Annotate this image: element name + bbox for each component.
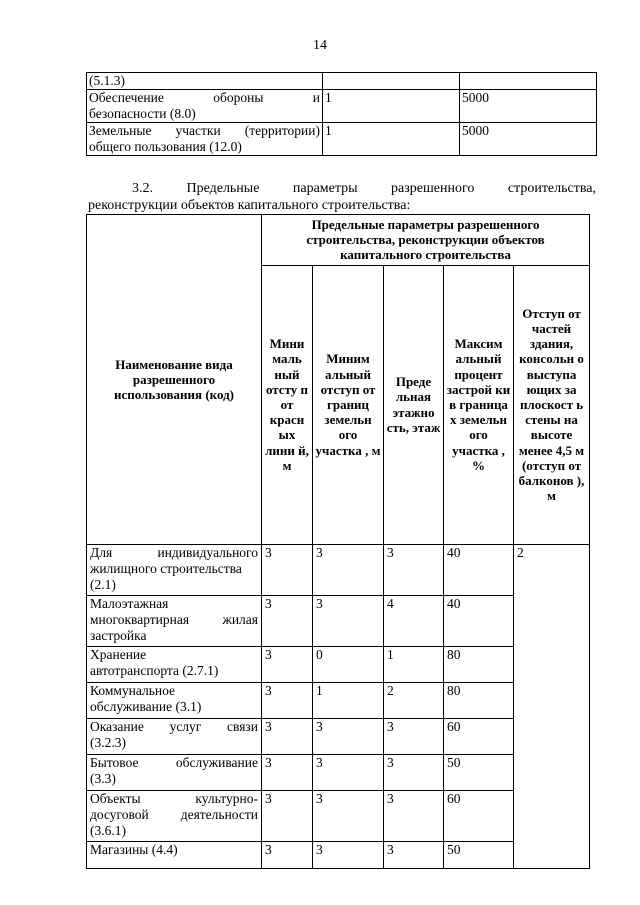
- header-group: Предельные параметры разрешенного строительства, реконструкции объектов капитального строительства: [262, 215, 590, 266]
- cell-line: обслуживание (3.1): [90, 698, 202, 714]
- header-column: Преде льная этажно сть, этаж: [384, 265, 444, 544]
- table-header-row: [87, 215, 590, 266]
- cell-line: общего пользования (12.0): [89, 139, 242, 154]
- table-cell: 3: [313, 754, 384, 790]
- table-cell: 4: [384, 595, 444, 646]
- table-cell: 5000: [460, 90, 597, 123]
- cell-line: Для индивидуального: [90, 544, 258, 560]
- table-cell: [460, 73, 597, 90]
- table-cell: 3: [313, 595, 384, 646]
- table-row: [87, 73, 597, 90]
- table-cell: 3: [262, 682, 313, 718]
- cell-line: Оказание услуг связи: [90, 718, 258, 734]
- table-cell: 3: [262, 544, 313, 595]
- table-cell: 3: [262, 790, 313, 841]
- table-cell: 3: [384, 841, 444, 868]
- table-cell: 50: [444, 841, 514, 868]
- table-cell-name: [87, 754, 262, 790]
- table-cell: 1: [313, 682, 384, 718]
- header-name-column: Наименование вида разрешенного использования (код): [87, 215, 262, 545]
- table-cell-name: [87, 646, 262, 682]
- table-cell: 3: [384, 544, 444, 595]
- section-heading-line2: реконструкции объектов капитального строительства:: [88, 198, 411, 213]
- cell-line: жилищного строительства (2.1): [90, 560, 242, 592]
- table-cell: 80: [444, 646, 514, 682]
- table-row: [87, 123, 597, 156]
- cell-line: Объекты культурно-досуговой деятельности: [90, 790, 258, 822]
- section-heading-line1: 3.2. Предельные параметры разрешенного строительства,: [132, 181, 596, 196]
- cell-line: Обеспечение обороны и: [89, 90, 320, 105]
- table-cell: 5000: [460, 123, 597, 156]
- table-cell-name: [87, 544, 262, 595]
- table-cell: 3: [313, 841, 384, 868]
- table-cell-name: [87, 595, 262, 646]
- cell-line: Земельные участки (территории): [89, 123, 320, 138]
- page-number: 14: [313, 38, 327, 53]
- table-cell: 1: [323, 90, 460, 123]
- header-column: Отступ от частей здания, консольн о выступа ющих за плоскост ь стены на высоте менее 4,5 м (отступ от балконов ), м: [514, 265, 590, 544]
- table-cell: 3: [262, 841, 313, 868]
- section-heading: [88, 180, 596, 214]
- table-cell-name: [87, 682, 262, 718]
- table-cell: 3: [262, 718, 313, 754]
- table-cell: 3: [313, 544, 384, 595]
- table-cell: [323, 73, 460, 90]
- cell-line: Бытовое обслуживание: [90, 754, 258, 770]
- table-cell: 3: [262, 646, 313, 682]
- table-cell-name: [87, 90, 323, 123]
- cell-line: застройка: [90, 627, 147, 643]
- table-row: [87, 90, 597, 123]
- table-cell: 3: [313, 790, 384, 841]
- table-cell: 2: [384, 682, 444, 718]
- table-cell: 50: [444, 754, 514, 790]
- table-cell: 0: [313, 646, 384, 682]
- table-cell: 60: [444, 790, 514, 841]
- header-column: Мини маль ный отсту п от красн ых лини й, м: [262, 265, 313, 544]
- top-table: [86, 72, 597, 156]
- cell-line: автотранспорта (2.7.1): [90, 662, 219, 678]
- table-cell: 60: [444, 718, 514, 754]
- table-cell: 3: [313, 718, 384, 754]
- cell-line: (3.3): [90, 770, 116, 786]
- table-cell-name: [87, 790, 262, 841]
- table-cell: 1: [384, 646, 444, 682]
- cell-line: безопасности (8.0): [89, 106, 196, 121]
- table-cell: 3: [384, 754, 444, 790]
- table-cell: 1: [323, 123, 460, 156]
- table-cell: 3: [384, 718, 444, 754]
- cell-line: (3.2.3): [90, 734, 126, 750]
- table-cell: 3: [262, 754, 313, 790]
- table-cell-name: [87, 718, 262, 754]
- table-cell: 80: [444, 682, 514, 718]
- parameters-table: [86, 214, 590, 869]
- table-cell-merged: 2: [514, 544, 590, 868]
- cell-line: Коммунальное: [90, 682, 176, 698]
- table-cell-name: [87, 123, 323, 156]
- cell-line: Хранение: [90, 646, 147, 662]
- table-cell-name: [87, 841, 262, 868]
- table-cell: 3: [384, 790, 444, 841]
- cell-line: (3.6.1): [90, 822, 126, 838]
- table-cell: 3: [262, 595, 313, 646]
- header-column: Максим альный процент застрой ки в граница х земельн ого участка , %: [444, 265, 514, 544]
- table-row: [87, 544, 590, 595]
- cell-line: Малоэтажная многоквартирная жилая: [90, 595, 258, 627]
- table-cell: 40: [444, 544, 514, 595]
- cell-line: Магазины (4.4): [90, 841, 178, 857]
- table-cell-name: (5.1.3): [87, 73, 323, 90]
- table-cell: 40: [444, 595, 514, 646]
- header-column: Миним альный отступ от границ земельн ого участка , м: [313, 265, 384, 544]
